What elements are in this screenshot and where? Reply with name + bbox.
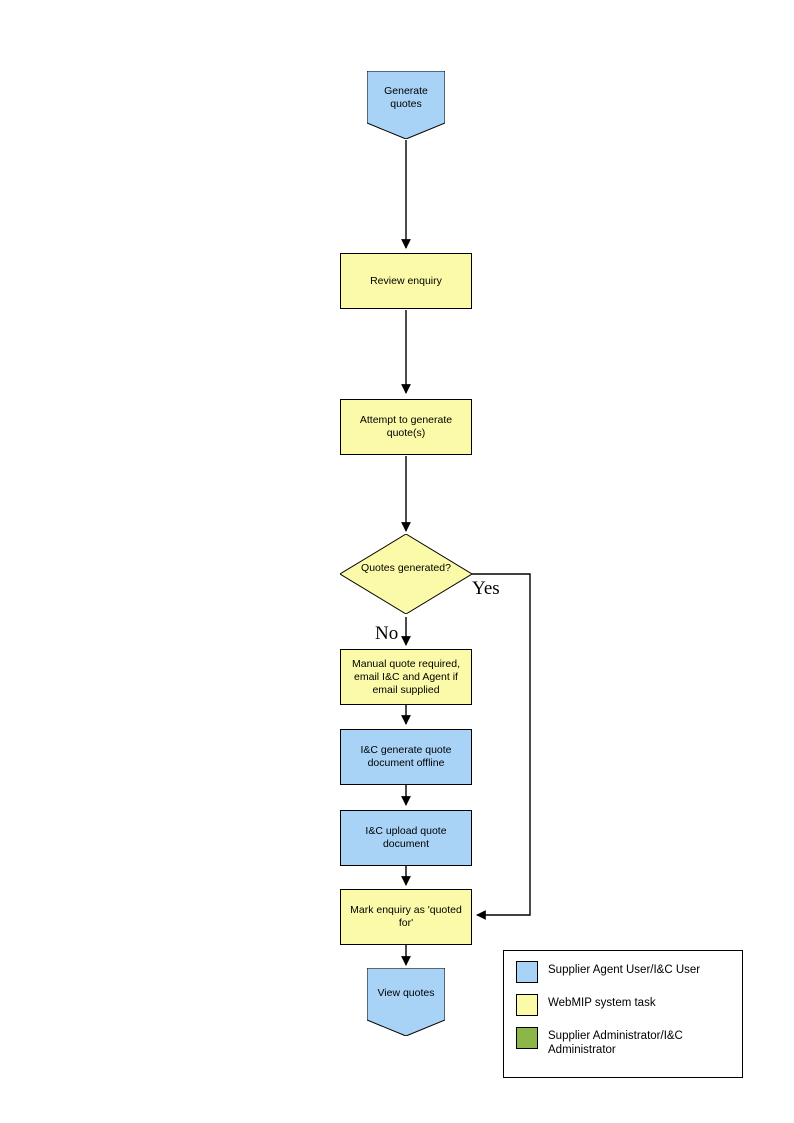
node-label: Attempt to generate quote(s) (359, 414, 453, 439)
legend-swatch-yellow (516, 994, 538, 1016)
node-label: Manual quote required, email I&C and Agent if email supplied (352, 657, 460, 696)
legend-swatch-blue (516, 961, 538, 983)
legend-label: WebMIP system task (548, 997, 656, 1009)
node-ic-generate-quote-offline[interactable] (340, 729, 472, 785)
node-label: View quotes (377, 987, 435, 999)
legend (503, 950, 743, 1078)
node-quotes-generated-decision[interactable] (340, 534, 472, 614)
legend-item (516, 994, 730, 1016)
legend-item (516, 961, 730, 983)
node-label: Review enquiry (370, 274, 442, 287)
node-label: Mark enquiry as 'quoted for' (350, 904, 462, 929)
node-label: Quotes generated? (361, 562, 451, 574)
node-manual-quote-required[interactable] (340, 649, 472, 705)
node-label: I&C upload quote document (365, 825, 447, 850)
legend-swatch-green (516, 1027, 538, 1049)
legend-label: Supplier Administrator/I&C Administrator (548, 1030, 683, 1056)
legend-item (516, 1027, 730, 1057)
pentagon-down-shape (367, 968, 445, 1036)
node-label: I&C generate quote document offline (360, 744, 452, 769)
edge-label-no: No (375, 623, 399, 644)
node-review-enquiry[interactable] (340, 253, 472, 309)
node-view-quotes[interactable] (367, 968, 445, 1036)
legend-label: Supplier Agent User/I&C User (548, 964, 701, 976)
node-attempt-generate-quotes[interactable] (340, 399, 472, 455)
node-mark-enquiry-quoted-for[interactable] (340, 889, 472, 945)
edge-label-yes: Yes (472, 578, 500, 599)
node-label: Generate quotes (384, 85, 428, 110)
node-generate-quotes[interactable] (367, 71, 445, 139)
node-ic-upload-quote-document[interactable] (340, 810, 472, 866)
